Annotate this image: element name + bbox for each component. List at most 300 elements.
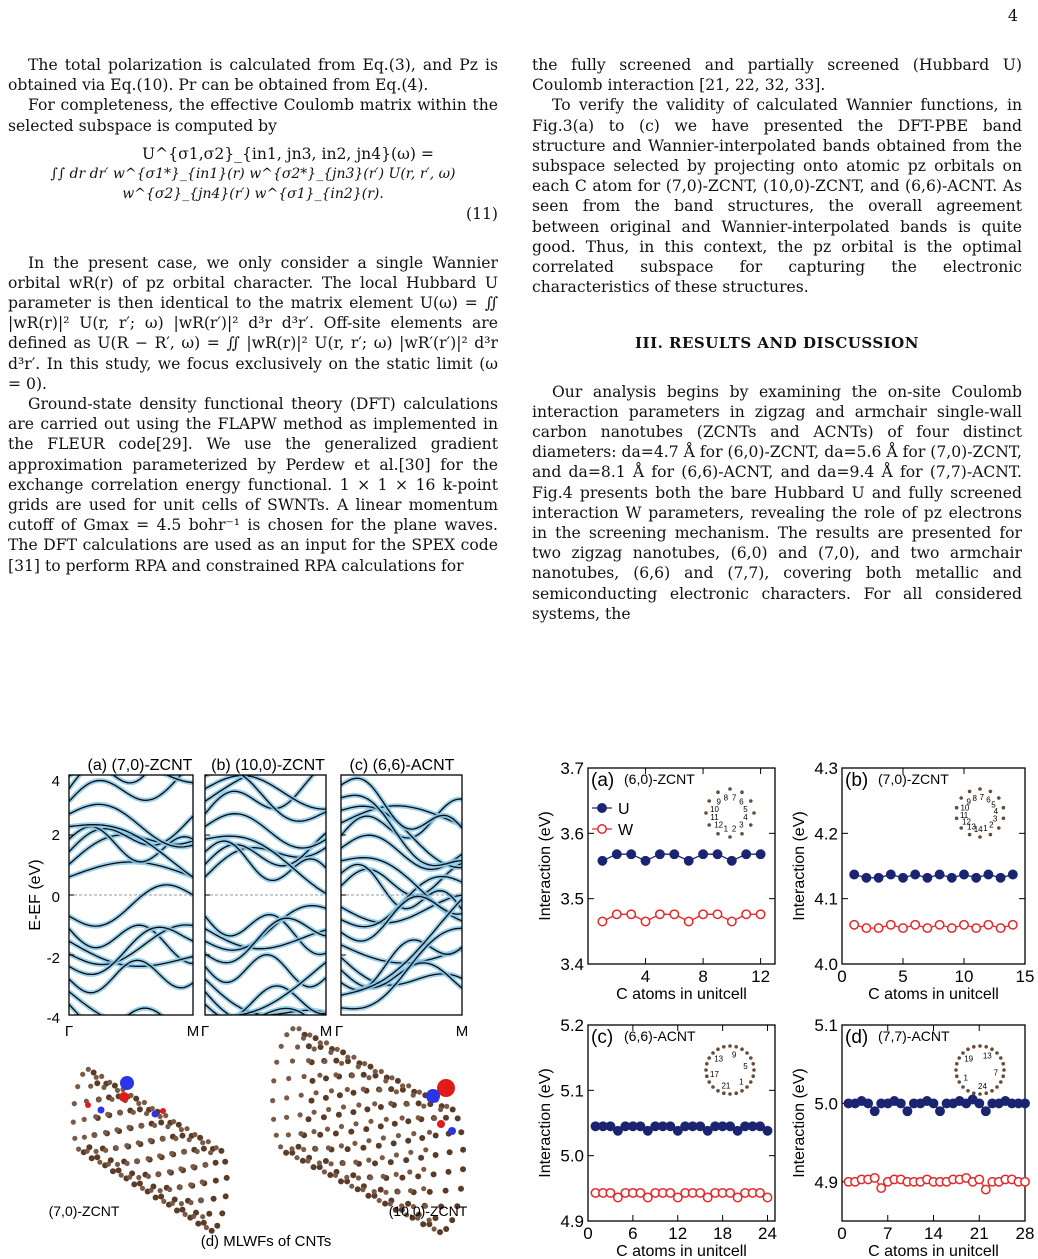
data-point-U — [929, 1099, 937, 1107]
carbon-atom — [137, 1106, 143, 1112]
paragraph: For completeness, the effective Coulomb matrix within the selected subspace is computed by — [8, 96, 498, 135]
carbon-atom — [368, 1175, 373, 1180]
data-point-W — [641, 917, 649, 925]
carbon-atom — [392, 1121, 398, 1127]
carbon-atom — [158, 1194, 164, 1200]
data-point-U — [903, 1107, 911, 1115]
carbon-atom — [306, 1058, 311, 1063]
inset-atom — [955, 806, 959, 810]
band-ylabel: E-EF (eV) — [27, 859, 44, 931]
carbon-atom — [94, 1149, 99, 1154]
carbon-atom — [176, 1122, 182, 1128]
carbon-atom — [140, 1186, 145, 1191]
inset-atom — [704, 1068, 708, 1072]
carbon-atom — [378, 1104, 384, 1110]
kpoint-label: M — [186, 1023, 200, 1040]
mlwf-lobe-red — [437, 1120, 445, 1128]
carbon-atom — [305, 1158, 310, 1163]
data-point-W — [862, 924, 870, 932]
inset-atom-label: 2 — [731, 824, 737, 834]
carbon-atom — [312, 1046, 317, 1051]
paragraph: Ground-state density functional theory (DFT) calculations are carried out using the FLAPW method as implemented in the FLEUR code[29]. We use the generalized gradient approximation parameterized by Perdew et al.[30] for the exchange correlation energy functional. 1 × 1 × 16 k-point grids are used for unit cells of SWNTs. A linear momentum cutoff of Gmax = 4.5 bohr⁻¹ is chosen for the plane waves. The DFT calculations are used as an input for the SPEX code [31] to perform RPA and constrained RPA calculations for — [8, 395, 498, 575]
carbon-atom — [188, 1200, 193, 1205]
carbon-atom — [317, 1132, 323, 1138]
paragraph: Our analysis begins by examining the on-site Coulomb interaction parameters in zigzag and armchair single-wall carbon nanotubes (ZCNTs and ACNTs) of four distinct diameters: da=4.7 Å for (6,0)-ZCNT, da=5.6 Å for (7,0)-ZCNT, and da=8.1 Å for (6,6)-ACNT, and da=9.4 Å for (7,7)-ACNT. Fig.4 presents both the bare Hubbard U and fully screened interaction W parameters, revealing the role of pz electrons in the screening mechanism. The results are presented for two zigzag nanotubes, (6,0) and (7,0), and two armchair nanotubes, (6,6) and (7,7), covering both metallic and semiconducting electronic characters. For all considered systems, the — [532, 382, 1022, 623]
data-point-U — [984, 870, 992, 878]
chart-title: (6,6)-ACNT — [624, 1028, 696, 1044]
carbon-atom — [450, 1107, 456, 1113]
carbon-atom — [213, 1160, 219, 1166]
carbon-atom — [406, 1083, 411, 1088]
inset-atom — [1001, 1074, 1005, 1078]
data-point-U — [948, 874, 956, 882]
carbon-atom — [200, 1214, 205, 1219]
carbon-atom — [201, 1146, 207, 1152]
inset-atom — [752, 1068, 756, 1072]
inset-atom — [966, 1089, 970, 1093]
inset-atom — [955, 1074, 959, 1078]
carbon-atom — [106, 1162, 111, 1167]
carbon-atom — [341, 1104, 346, 1109]
carbon-atom — [314, 1090, 319, 1095]
mlwf-lobe-blue — [448, 1127, 456, 1135]
carbon-atom — [313, 1147, 318, 1152]
band-panel — [341, 778, 462, 1009]
ytick-label: 4.1 — [814, 889, 838, 909]
carbon-atom — [201, 1220, 207, 1226]
data-point-U — [874, 874, 882, 882]
inset-atom — [1002, 1068, 1006, 1072]
data-point-W — [613, 910, 621, 918]
carbon-atom — [322, 1169, 327, 1174]
inset-atom — [740, 1047, 744, 1051]
data-point-U — [864, 1099, 872, 1107]
data-point-W — [713, 910, 721, 918]
carbon-atom — [298, 1131, 303, 1136]
ytick-label: 4.3 — [814, 759, 838, 778]
inset-atom-label: 13 — [982, 1051, 992, 1061]
ytick-label: 4.9 — [560, 1212, 584, 1231]
carbon-atom — [214, 1145, 219, 1150]
ytick-label: 3.4 — [560, 955, 584, 974]
carbon-atom — [325, 1127, 330, 1132]
carbon-atom — [356, 1102, 361, 1107]
panel-title: (c) (6,6)-ACNT — [349, 757, 455, 774]
carbon-atom — [133, 1096, 139, 1102]
inset-atom — [716, 832, 720, 836]
figure-4 — [520, 750, 1038, 1259]
data-point-W — [948, 924, 956, 932]
ytick-label: 5.1 — [560, 1081, 584, 1101]
carbon-atom — [432, 1116, 437, 1121]
data-point-W — [960, 921, 968, 929]
equation-11 — [8, 144, 498, 225]
carbon-atom — [103, 1130, 108, 1135]
carbon-atom — [290, 1058, 295, 1063]
legend-marker — [598, 804, 606, 812]
data-point-U — [598, 857, 606, 865]
carbon-atom — [438, 1107, 443, 1112]
inset-atom — [990, 1089, 994, 1093]
carbon-atom — [353, 1121, 358, 1126]
carbon-atom — [423, 1147, 428, 1152]
panel-title: (a) (7,0)-ZCNT — [87, 757, 193, 774]
inset-atom — [711, 1085, 715, 1089]
carbon-atom — [310, 1078, 316, 1084]
inset-atom — [957, 1080, 961, 1084]
inset-atom-label: 8 — [972, 793, 977, 803]
carbon-atom — [118, 1110, 123, 1115]
inset-atom — [999, 1080, 1003, 1084]
carbon-atom — [156, 1172, 161, 1177]
carbon-atom — [301, 1036, 306, 1041]
data-point-U — [742, 850, 750, 858]
inset-atom — [745, 1051, 749, 1055]
carbon-atom — [407, 1169, 412, 1174]
xtick-label: 12 — [668, 1224, 688, 1243]
band-ytick: 0 — [51, 889, 60, 906]
xtick-label: 28 — [1015, 1224, 1035, 1243]
carbon-atom — [366, 1138, 371, 1143]
data-point-U — [899, 874, 907, 882]
mlwf-lobe-blue — [98, 1107, 105, 1114]
carbon-atom — [372, 1101, 377, 1106]
carbon-atom — [218, 1148, 224, 1154]
carbon-atom — [323, 1158, 329, 1164]
carbon-atom — [328, 1050, 333, 1055]
carbon-atom — [361, 1072, 367, 1078]
data-point-W — [1021, 1178, 1029, 1186]
carbon-atom — [360, 1187, 365, 1192]
xtick-label: 0 — [583, 1224, 593, 1243]
inset-atom — [997, 826, 1001, 830]
inset-atom-label: 5 — [743, 1061, 748, 1071]
data-point-W — [756, 910, 764, 918]
inset-atom-label: 7 — [993, 1068, 999, 1078]
inset-atom — [705, 1074, 709, 1078]
carbon-atom — [197, 1135, 203, 1141]
carbon-atom — [223, 1193, 229, 1199]
carbon-atom — [329, 1161, 334, 1166]
data-point-W — [984, 921, 992, 929]
xtick-label: 5 — [898, 967, 908, 986]
inset-atom-label: 4 — [993, 807, 999, 817]
panel-letter: (d) — [845, 1027, 869, 1048]
carbon-atom — [89, 1155, 95, 1161]
carbon-atom — [174, 1208, 180, 1214]
carbon-atom — [289, 1146, 294, 1151]
carbon-atom — [355, 1186, 361, 1192]
carbon-atom — [420, 1221, 426, 1227]
carbon-atom — [335, 1047, 340, 1052]
carbon-atom — [446, 1169, 452, 1175]
carbon-atom — [103, 1148, 108, 1153]
data-point-U — [911, 870, 919, 878]
data-point-U — [627, 850, 635, 858]
carbon-atom — [372, 1189, 377, 1194]
carbon-atom — [416, 1115, 421, 1120]
carbon-atom — [115, 1162, 120, 1167]
carbon-atom — [327, 1172, 333, 1178]
carbon-atom — [373, 1069, 378, 1074]
carbon-atom — [326, 1145, 331, 1150]
carbon-atom — [99, 1074, 104, 1079]
xtick-label: 14 — [924, 1224, 943, 1243]
carbon-atom — [416, 1100, 422, 1106]
inset-atom — [752, 811, 756, 815]
carbon-atom — [368, 1119, 373, 1124]
data-point-U — [1009, 870, 1017, 878]
inset-atom — [959, 796, 963, 800]
inset-atom — [997, 796, 1001, 800]
carbon-atom — [135, 1159, 140, 1164]
mlwf-lobe-blue — [120, 1076, 134, 1090]
inset-atom — [978, 1092, 982, 1096]
carbon-atom — [157, 1153, 162, 1158]
data-point-U — [613, 850, 621, 858]
data-point-W — [656, 910, 664, 918]
carbon-atom — [286, 1076, 291, 1081]
inset-atom — [740, 1089, 744, 1093]
carbon-atom — [372, 1160, 378, 1166]
carbon-atom — [317, 1160, 322, 1165]
carbon-atom — [200, 1179, 205, 1184]
carbon-atom — [88, 1084, 93, 1089]
inset-atom — [984, 1045, 988, 1049]
data-point-W — [923, 924, 931, 932]
carbon-atom — [443, 1226, 449, 1232]
carbon-atom — [109, 1097, 114, 1102]
mlwf-label: (10,0)-ZCNT — [388, 1203, 468, 1219]
y-axis-label: Interaction (eV) — [791, 811, 808, 921]
figure-caption: (d) MLWFs of CNTs — [200, 1233, 332, 1250]
carbon-atom — [336, 1112, 342, 1118]
carbon-atom — [127, 1175, 132, 1180]
data-point-W — [871, 1174, 879, 1182]
paragraph: The total polarization is calculated from Eq.(3), and Pz is obtained via Eq.(10). Pr can be obtained from Eq.(4). — [8, 56, 498, 95]
carbon-atom — [307, 1032, 312, 1037]
carbon-atom — [213, 1178, 219, 1184]
inset-atom — [749, 1080, 753, 1084]
right-column — [532, 55, 1022, 624]
panel-letter: (a) — [591, 770, 615, 791]
dft-band — [205, 836, 326, 893]
inset-atom — [749, 799, 753, 803]
carbon-atom — [376, 1143, 382, 1149]
carbon-atom — [204, 1225, 209, 1230]
data-point-W — [935, 921, 943, 929]
carbon-atom — [136, 1175, 141, 1180]
carbon-atom — [206, 1211, 212, 1217]
carbon-atom — [208, 1150, 213, 1155]
carbon-atom — [116, 1167, 122, 1173]
carbon-atom — [365, 1193, 371, 1199]
inset-atom — [740, 832, 744, 836]
carbon-atom — [418, 1155, 424, 1161]
carbon-atom — [411, 1131, 416, 1136]
carbon-atom — [294, 1155, 299, 1160]
carbon-atom — [274, 1133, 279, 1138]
carbon-atom — [82, 1135, 87, 1140]
ytick-label: 4.0 — [814, 955, 838, 974]
carbon-atom — [333, 1058, 339, 1064]
carbon-atom — [146, 1174, 151, 1179]
paragraph: the fully screened and partially screened (Hubbard U) Coulomb interaction [21, 22, 32, 33]. — [532, 56, 1022, 95]
ytick-label: 3.6 — [560, 824, 584, 844]
inset-atom — [1002, 817, 1006, 821]
carbon-atom — [150, 1106, 155, 1111]
chart-title: (7,7)-ACNT — [878, 1028, 950, 1044]
carbon-atom — [158, 1188, 163, 1193]
carbon-atom — [348, 1129, 354, 1135]
data-point-U — [982, 1107, 990, 1115]
carbon-atom — [403, 1157, 409, 1163]
data-point-U — [713, 850, 721, 858]
carbon-atom — [345, 1087, 350, 1092]
carbon-atom — [443, 1188, 449, 1194]
inset-atom — [716, 790, 720, 794]
carbon-atom — [85, 1149, 90, 1154]
carbon-atom — [124, 1143, 129, 1148]
inset-atom — [984, 1091, 988, 1095]
carbon-atom — [339, 1143, 344, 1148]
data-point-U — [897, 1099, 905, 1107]
carbon-atom — [411, 1093, 416, 1098]
carbon-atom — [96, 1097, 101, 1102]
figure-3 — [0, 750, 520, 1259]
carbon-atom — [284, 1115, 289, 1120]
carbon-atom — [351, 1090, 357, 1096]
carbon-atom — [224, 1175, 230, 1181]
carbon-atom — [360, 1145, 366, 1151]
mlwf-lobe-red — [119, 1092, 129, 1102]
carbon-atom — [180, 1133, 186, 1139]
inset-atom — [749, 823, 753, 827]
data-point-U — [670, 850, 678, 858]
carbon-atom — [399, 1175, 405, 1181]
carbon-atom — [311, 1129, 316, 1134]
inset-atom — [978, 1044, 982, 1048]
inset-atom — [707, 823, 711, 827]
carbon-atom — [345, 1055, 350, 1060]
carbon-atom — [321, 1114, 327, 1120]
inset-atom — [707, 1080, 711, 1084]
x-axis-label: C atoms in unitcell — [868, 986, 999, 1003]
data-point-U — [1021, 1099, 1029, 1107]
ytick-label: 5.0 — [560, 1146, 584, 1166]
carbon-atom — [270, 1098, 275, 1103]
mlwf-lobe-red — [85, 1102, 91, 1108]
data-point-U — [699, 850, 707, 858]
inset-atom-label: 19 — [964, 1054, 974, 1064]
carbon-atom — [107, 1080, 112, 1085]
data-point-U — [862, 874, 870, 882]
inset-atom — [978, 787, 982, 791]
carbon-atom — [152, 1123, 157, 1128]
carbon-atom — [301, 1147, 306, 1152]
carbon-atom — [139, 1123, 144, 1128]
carbon-atom — [180, 1207, 186, 1213]
carbon-atom — [80, 1072, 85, 1077]
carbon-atom — [405, 1138, 411, 1144]
data-point-U — [960, 870, 968, 878]
inset-atom — [995, 1051, 999, 1055]
inset-atom-label: 6 — [986, 795, 991, 805]
carbon-atom — [340, 1049, 346, 1055]
data-point-U — [935, 870, 943, 878]
carbon-atom — [271, 1117, 276, 1122]
page-number: 4 — [1007, 6, 1018, 25]
carbon-atom — [383, 1078, 388, 1083]
carbon-atom — [179, 1201, 184, 1206]
carbon-atom — [75, 1084, 80, 1089]
data-point-W — [911, 921, 919, 929]
carbon-atom — [278, 1144, 283, 1149]
carbon-atom — [394, 1089, 399, 1094]
carbon-atom — [101, 1085, 106, 1090]
xtick-label: 7 — [883, 1224, 893, 1243]
data-point-U — [728, 857, 736, 865]
plot-frame — [588, 768, 775, 964]
carbon-atom — [444, 1104, 449, 1109]
inset-atom — [1002, 806, 1006, 810]
carbon-atom — [94, 1080, 100, 1086]
y-axis-label: Interaction (eV) — [791, 1068, 808, 1178]
xtick-label: 4 — [640, 967, 651, 986]
carbon-atom — [341, 1161, 346, 1166]
carbon-atom — [458, 1129, 464, 1135]
carbon-atom — [114, 1127, 119, 1132]
carbon-atom — [339, 1061, 344, 1066]
band-panel — [205, 764, 326, 1037]
carbon-atom — [388, 1159, 394, 1165]
data-point-W — [685, 917, 693, 925]
carbon-atom — [125, 1161, 130, 1166]
carbon-atom — [178, 1166, 183, 1171]
inset-atom — [972, 1045, 976, 1049]
inset-atom — [957, 1056, 961, 1060]
carbon-atom — [279, 1044, 284, 1049]
carbon-atom — [190, 1164, 195, 1169]
carbon-atom — [333, 1072, 338, 1077]
data-point-W — [1009, 921, 1017, 929]
carbon-atom — [366, 1158, 371, 1163]
carbon-atom — [353, 1160, 358, 1165]
series-line-W — [602, 914, 760, 921]
xtick-label: 0 — [837, 1224, 847, 1243]
xtick-label: 10 — [954, 967, 974, 986]
inset-atom-label: 11 — [710, 813, 719, 823]
carbon-atom — [91, 1070, 97, 1076]
inset-atom-label: 13 — [967, 822, 976, 832]
xtick-label: 24 — [758, 1224, 777, 1243]
inset-atom — [722, 1045, 726, 1049]
panel-letter: (b) — [845, 770, 869, 791]
xtick-label: 15 — [1015, 967, 1035, 986]
inset-atom — [722, 1091, 726, 1095]
band-ytick: -4 — [46, 1010, 60, 1027]
carbon-atom — [345, 1146, 351, 1152]
carbon-atom — [302, 1074, 307, 1079]
carbon-atom — [381, 1135, 386, 1140]
inset-atom — [955, 1062, 959, 1066]
mlwf-lobe-blue — [152, 1111, 159, 1118]
inset-atom-label: 1 — [983, 824, 988, 834]
carbon-atom — [351, 1055, 356, 1060]
data-point-U — [685, 857, 693, 865]
carbon-atom — [97, 1160, 102, 1165]
carbon-atom — [333, 1131, 339, 1137]
